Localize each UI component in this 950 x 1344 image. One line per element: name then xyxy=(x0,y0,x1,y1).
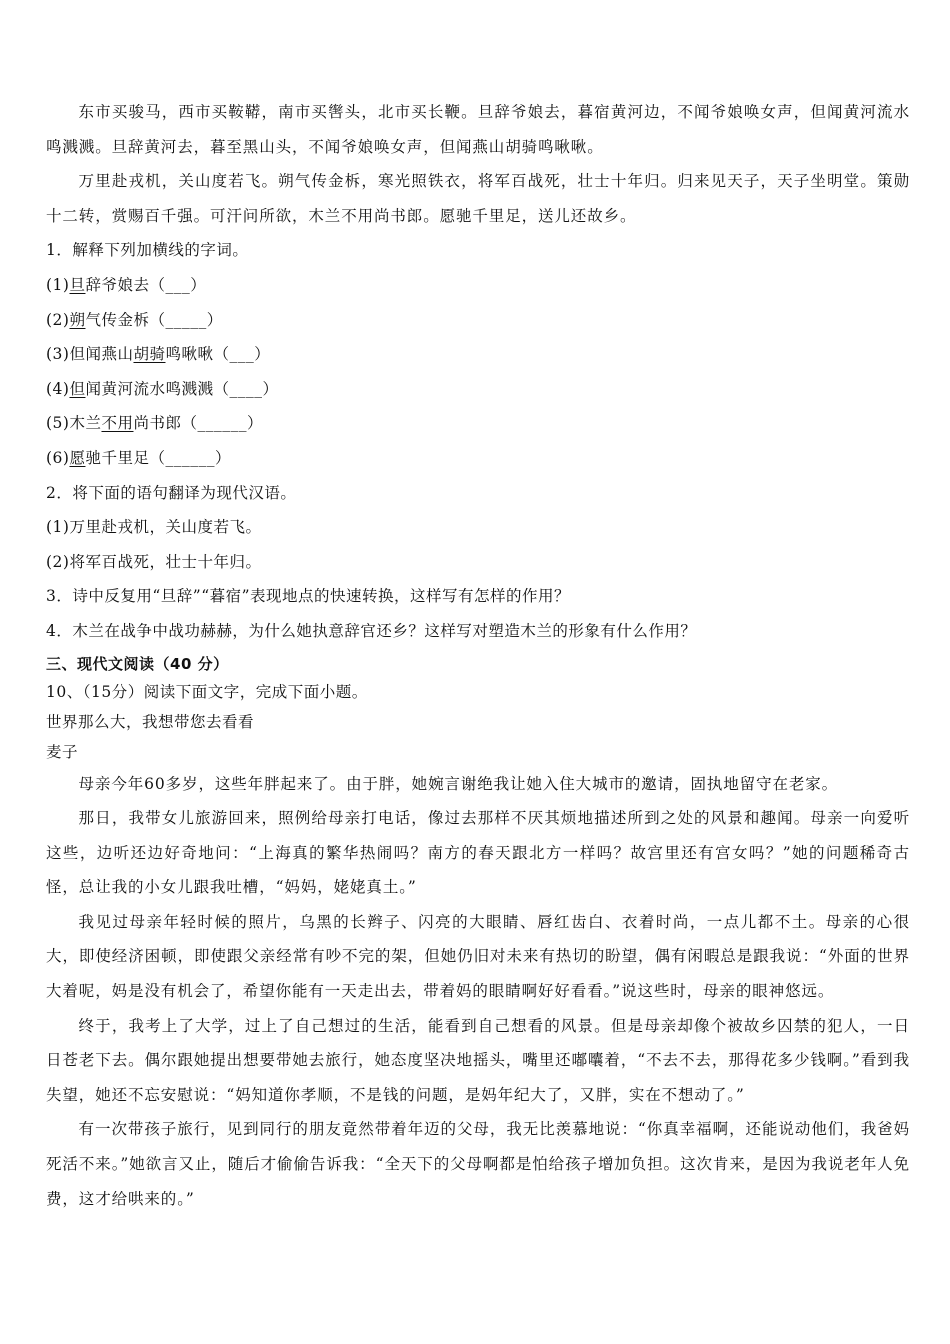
underlined-word: 朔 xyxy=(69,310,86,329)
underlined-word: 不用 xyxy=(101,414,134,433)
section-heading: 三、现代文阅读（40 分） xyxy=(46,654,229,673)
question-2-item: (1)万里赴戎机，关山度若飞。 xyxy=(46,518,262,537)
item-number: (2) xyxy=(46,310,70,329)
article-paragraph: 终于，我考上了大学，过上了自己想过的生活，能看到自己想看的风景。但是母亲却像个被故乡囚禁的犯人，一日日苍老下去。偶尔跟她提出想要带她去旅行，她态度坚决地摇头，嘴里还嘟囔着，“不去不去，那得花多少钱啊。”看到我失望，她还不忘安慰说：“妈知道你孝顺，不是钱的问题，是妈年纪大了，又胖，实在不想动了。” xyxy=(46,1016,910,1104)
question-1-item xyxy=(46,406,910,441)
poem-paragraph: 东市买骏马，西市买鞍鞯，南市买辔头，北市买长鞭。旦辞爷娘去，暮宿黄河边，不闻爷娘唤女声，但闻黄河流水鸣溅溅。旦辞黄河去，暮至黑山头，不闻爷娘唤女声，但闻燕山胡骑鸣啾啾。 xyxy=(46,103,910,156)
article-title: 世界那么大，我想带您去看看 xyxy=(46,712,255,731)
question-1-item xyxy=(46,372,910,407)
article-paragraph: 我见过母亲年轻时候的照片，乌黑的长辫子、闪亮的大眼睛、唇红齿白、衣着时尚，一点儿都不土。母亲的心很大，即使经济困顿，即使跟父亲经常有吵不完的架，但她仍旧对未来有热切的盼望，偶有闲暇总是跟我说：“外面的世界大着呢，妈是没有机会了，希望你能有一天走出去，带着妈的眼睛啊好好看看。”说这些时，母亲的眼神悠远。 xyxy=(46,912,910,1001)
item-text: 驰千里足（______） xyxy=(85,448,231,467)
question-10-title: 10、（15分）阅读下面文字，完成下面小题。 xyxy=(46,682,368,701)
article-paragraph: 母亲今年60多岁，这些年胖起来了。由于胖，她婉言谢绝我让她入住大城市的邀请，固执地留守在老家。 xyxy=(78,774,839,793)
question-2-title: 2．将下面的语句翻译为现代汉语。 xyxy=(46,483,297,502)
question-3: 3．诗中反复用“旦辞”“暮宿”表现地点的快速转换，这样写有怎样的作用？ xyxy=(46,587,571,606)
article-paragraph: 那日，我带女儿旅游回来，照例给母亲打电话，像过去那样不厌其烦地描述所到之处的风景和趣闻。母亲一向爱听这些，边听还边好奇地问：“上海真的繁华热闹吗？南方的春天跟北方一样吗？故宫里还有宫女吗？”她的问题稀奇古怪，总让我的小女儿跟我吐槽，“妈妈，姥姥真土。” xyxy=(46,809,910,897)
item-number: (5) xyxy=(46,414,70,433)
item-text: 气传金柝（_____） xyxy=(85,310,223,329)
item-text: 但闻燕山 xyxy=(69,345,134,364)
item-text: 闻黄河流水鸣溅溅（____） xyxy=(85,379,279,398)
question-1-item xyxy=(46,337,910,372)
underlined-word: 但 xyxy=(69,379,86,398)
item-text: 辞爷娘去（___） xyxy=(85,275,207,294)
question-1-title: 1．解释下列加横线的字词。 xyxy=(46,241,249,260)
question-1-items xyxy=(46,268,910,476)
article-author: 麦子 xyxy=(46,742,79,761)
underlined-word: 愿 xyxy=(69,448,86,467)
item-text: 鸣啾啾（___） xyxy=(165,345,271,364)
item-number: (3) xyxy=(46,345,70,364)
underlined-word: 旦 xyxy=(69,275,86,294)
underlined-word: 胡骑 xyxy=(133,345,166,364)
item-number: (6) xyxy=(46,448,70,467)
question-1-item xyxy=(46,303,910,338)
poem-paragraph: 万里赴戎机，关山度若飞。朔气传金柝，寒光照铁衣，将军百战死，壮士十年归。归来见天子，天子坐明堂。策勋十二转，赏赐百千强。可汗问所欲，木兰不用尚书郎。愿驰千里足，送儿还故乡。 xyxy=(46,172,910,225)
item-text: 尚书郎（______） xyxy=(133,414,264,433)
item-number: (1) xyxy=(46,275,70,294)
item-number: (4) xyxy=(46,379,70,398)
item-text: 木兰 xyxy=(69,414,102,433)
question-1-item xyxy=(46,441,910,476)
question-4: 4．木兰在战争中战功赫赫，为什么她执意辞官还乡？这样写对塑造木兰的形象有什么作用？ xyxy=(46,621,697,640)
question-1-item xyxy=(46,268,910,303)
question-2-item: (2)将军百战死，壮士十年归。 xyxy=(46,552,262,571)
article-paragraph: 有一次带孩子旅行，见到同行的朋友竟然带着年迈的父母，我无比羡慕地说：“你真幸福啊，还能说动他们，我爸妈死活不来。”她欲言又止，随后才偷偷告诉我：“全天下的父母啊都是怕给孩子增加负担。这次肯来，是因为我说老年人免费，这才给哄来的。” xyxy=(46,1120,910,1208)
document-page xyxy=(46,95,910,1216)
